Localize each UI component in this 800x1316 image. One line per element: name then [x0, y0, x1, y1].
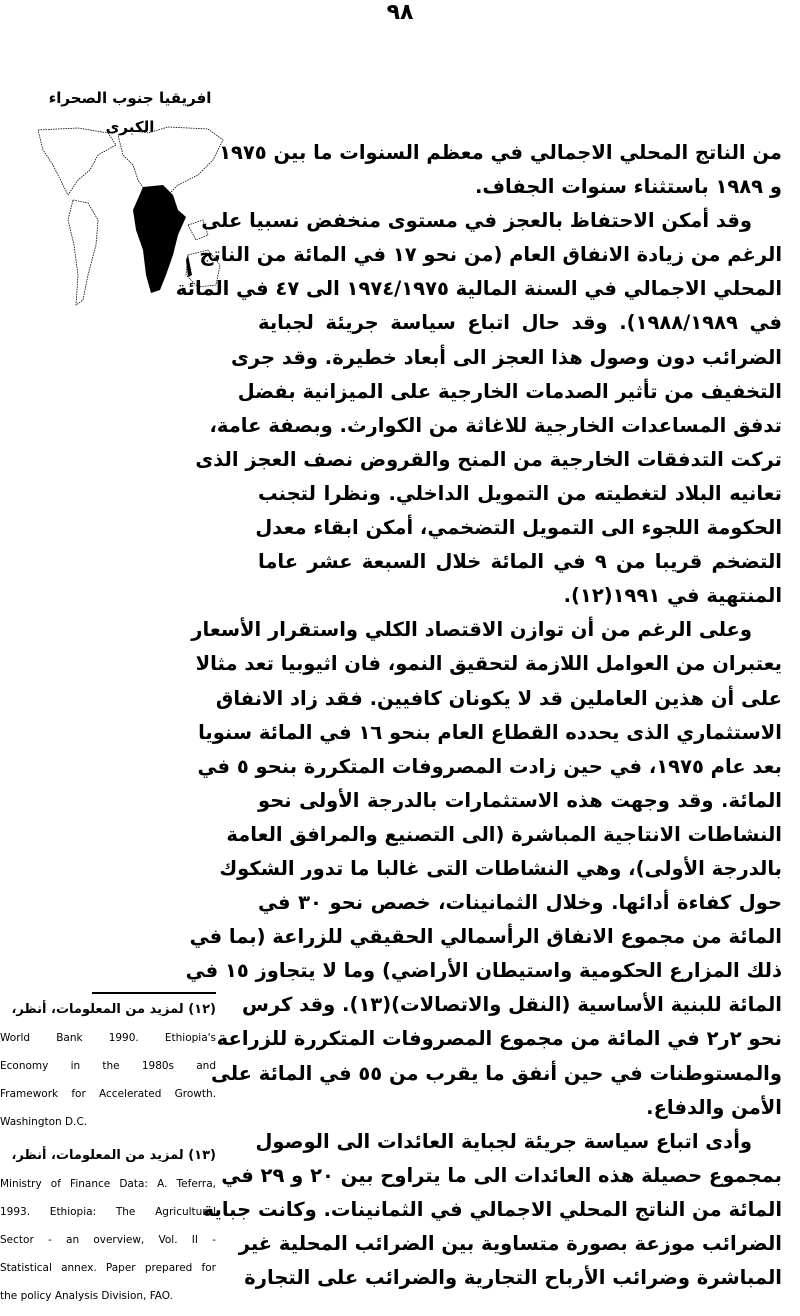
text-line: تركت التدفقات الخارجية من المنح والقروض نصف العجز الذى [195, 447, 782, 471]
text-line: الرغم من زيادة الانفاق العام (من نحو ١٧ في المائة من الناتج [199, 243, 782, 267]
footnote-heading: (١٢) لمزيد من المعلومات، أنظر، [11, 1002, 216, 1017]
page-number: ٩٨ [386, 0, 414, 25]
text-line: الاستثماري الذى يحدده القطاع العام بنحو ١٦ في المائة سنويا [198, 720, 782, 744]
text-line: التخفيف من تأثير الصدمات الخارجية على الميزانية بفضل [237, 379, 782, 403]
footnote [0, 1142, 216, 1310]
footnote-line: World Bank 1990. Ethiopia's [0, 1032, 216, 1044]
text-line: ذلك المزارع الحكومية واستيطان الأراضي) وما لا يتجاوز ١٥ في [185, 959, 782, 983]
text-line: المنتهية في ١٩٩١(١٢). [563, 584, 782, 608]
footnote-line: Washington D.C. [0, 1116, 88, 1128]
text-line: يعتبران من العوامل اللازمة لتحقيق النمو، فان اثيوبيا تعد مثالا [195, 652, 782, 676]
text-line: التضخم قريبا من ٩ في المائة خلال السبعة عشر عاما [258, 550, 782, 574]
text-line: و ١٩٨٩ باستثناء سنوات الجفاف. [474, 175, 782, 199]
footnote-line: Sector - an overview, Vol. II - [0, 1234, 216, 1246]
text-line: المائة من مجموع الانفاق الرأسمالي الحقيقي للزراعة (بما في [189, 925, 782, 949]
text-line: المباشرة وضرائب الأرباح التجارية والضرائب على التجارة [244, 1266, 782, 1290]
text-line: في ١٩٨٨/١٩٨٩). وقد حال اتباع سياسة جريئة لجباية [258, 311, 782, 335]
footnote [0, 996, 216, 1136]
sidebar-title-line: افريقيا جنوب الصحراء [48, 89, 212, 107]
footnotes [0, 996, 216, 1316]
footnote-line: Framework for Accelerated Growth. [0, 1088, 216, 1100]
text-line: تعانيه البلاد لتغطيته من التمويل الداخلي. ونظرا لتجنب [258, 481, 782, 505]
sidebar-title-line: الكبرى [105, 118, 155, 136]
text-line: الضرائب دون وصول هذا العجز الى أبعاد خطيرة. وقد جرى [231, 345, 782, 369]
text-line: بعد عام ١٩٧٥، في حين زادت المصروفات المتكررة بنحو ٥ في [197, 754, 782, 778]
text-line: الحكومة اللجوء الى التمويل التضخمي، أمكن ابقاء معدل [255, 516, 782, 540]
text-line: الأمن والدفاع. [646, 1095, 782, 1119]
footnote-line: Ministry of Finance Data: A. Teferra, [0, 1178, 216, 1190]
text-line: حول كفاءة أدائها. وخلال الثمانينات، خصص نحو ٣٠ في [258, 891, 782, 915]
footnote-heading: (١٣) لمزيد من المعلومات، أنظر، [11, 1148, 216, 1163]
text-line: المحلي الاجمالي في السنة المالية ١٩٧٤/١٩٧٥ الى ٤٧ في المائة [175, 277, 782, 301]
footnote-line: Economy in the 1980s and [0, 1060, 216, 1072]
footnote-divider [92, 992, 216, 994]
text-line: المائة. وقد وجهت هذه الاستثمارات بالدرجة الأولى نحو [258, 788, 782, 812]
text-line: نحو ٢ر٢ في المائة من مجموع المصروفات المتكررة للزراعة [216, 1027, 782, 1051]
text-line: والمستوطنات في حين أنفق ما يقرب من ٥٥ في المائة على [210, 1061, 782, 1085]
footnote-line: Statistical annex. Paper prepared for [0, 1262, 216, 1274]
main-text [175, 136, 782, 1295]
text-line: بالدرجة الأولى)، وهي النشاطات التى غالبا ما تدور الشكوك [219, 856, 782, 880]
footnote-line: 1993. Ethiopia: The Agricultural [0, 1206, 216, 1218]
footnote-line: the policy Analysis Division, FAO. [0, 1290, 173, 1302]
text-line: الضرائب موزعة بصورة متساوية بين الضرائب المحلية غير [238, 1232, 782, 1255]
text-line: وأدى اتباع سياسة جريئة لجباية العائدات الى الوصول [255, 1129, 752, 1153]
text-line: من الناتج المحلي الاجمالي في معظم السنوات ما بين ١٩٧٥ [219, 141, 782, 164]
text-line: المائة للبنية الأساسية (النقل والاتصالات)(١٣). وقد كرس [241, 993, 782, 1017]
text-line: تدفق المساعدات الخارجية للاغاثة من الكوارث. وبصفة عامة، [209, 413, 782, 437]
text-line: بمجموع حصيلة هذه العائدات الى ما يتراوح بين ٢٠ و ٢٩ في [221, 1163, 782, 1187]
text-line: وقد أمكن الاحتفاظ بالعجز في مستوى منخفض نسبيا على [201, 209, 752, 233]
text-line: المائة من الناتج المحلي الاجمالي في الثمانينات. وكانت جباية [202, 1197, 782, 1221]
text-line: وعلى الرغم من أن توازن الاقتصاد الكلي واستقرار الأسعار [191, 618, 752, 642]
text-line: على أن هذين العاملين قد لا يكونان كافيين. فقد زاد الانفاق [215, 686, 782, 710]
text-line: النشاطات الانتاجية المباشرة (الى التصنيع والمرافق العامة [226, 822, 782, 846]
